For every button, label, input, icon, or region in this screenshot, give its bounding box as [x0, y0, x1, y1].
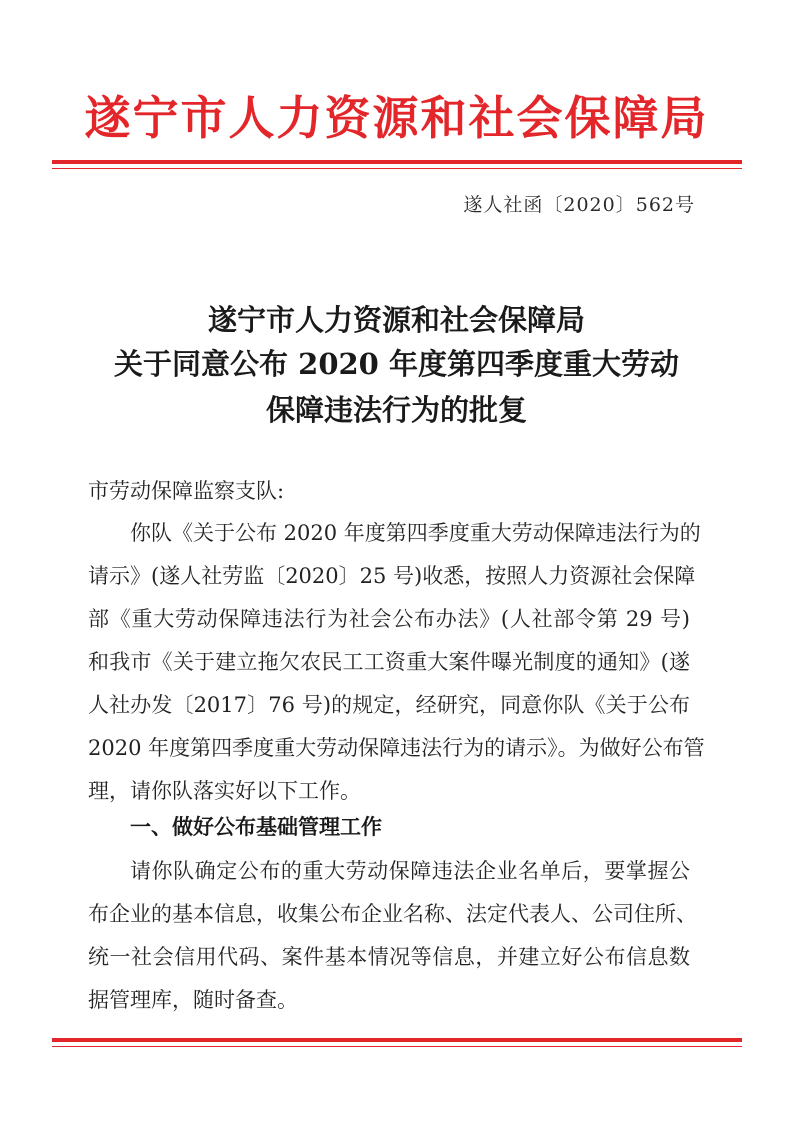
document-title-line-2: 关于同意公布 2020 年度第四季度重大劳动 — [114, 347, 679, 381]
letterhead-rule-thick — [52, 160, 742, 164]
paragraph1-line-5: 人社办发〔2017〕76 号)的规定，经研究，同意你队《关于公布 — [88, 693, 690, 717]
letterhead-rule-thin — [52, 168, 742, 169]
paragraph1-line-3: 部《重大劳动保障违法行为社会公布办法》(人社部令第 29 号) — [88, 607, 690, 631]
letterhead-title: 遂宁市人力资源和社会保障局 — [84, 91, 709, 145]
document-title-line-3: 保障违法行为的批复 — [265, 393, 527, 427]
footer-rule-thin — [52, 1046, 742, 1047]
document-title-line-1: 遂宁市人力资源和社会保障局 — [207, 303, 585, 337]
paragraph2-line-1: 请你队确定公布的重大劳动保障违法企业名单后，要掌握公 — [130, 859, 690, 883]
paragraph1-line-2: 请示》(遂人社劳监〔2020〕25 号)收悉，按照人力资源社会保障 — [88, 564, 696, 588]
paragraph2-line-3: 统一社会信用代码、案件基本情况等信息，并建立好公布信息数 — [88, 945, 690, 969]
section1-heading: 一、做好公布基础管理工作 — [130, 815, 382, 839]
addressee: 市劳动保障监察支队: — [88, 479, 285, 503]
paragraph1-line-7: 理，请你队落实好以下工作。 — [88, 779, 361, 803]
paragraph1-line-6: 2020 年度第四季度重大劳动保障违法行为的请示》。为做好公布管 — [88, 736, 705, 760]
footer-rule-thick — [52, 1038, 742, 1042]
document-number: 遂人社函〔2020〕562号 — [463, 194, 695, 216]
paragraph1-line-1: 你队《关于公布 2020 年度第四季度重大劳动保障违法行为的 — [130, 521, 701, 545]
paragraph2-line-2: 布企业的基本信息，收集公布企业名称、法定代表人、公司住所、 — [88, 902, 697, 926]
paragraph2-line-4: 据管理库，随时备查。 — [88, 988, 298, 1012]
paragraph1-line-4: 和我市《关于建立拖欠农民工工资重大案件曝光制度的通知》(遂 — [88, 650, 690, 674]
